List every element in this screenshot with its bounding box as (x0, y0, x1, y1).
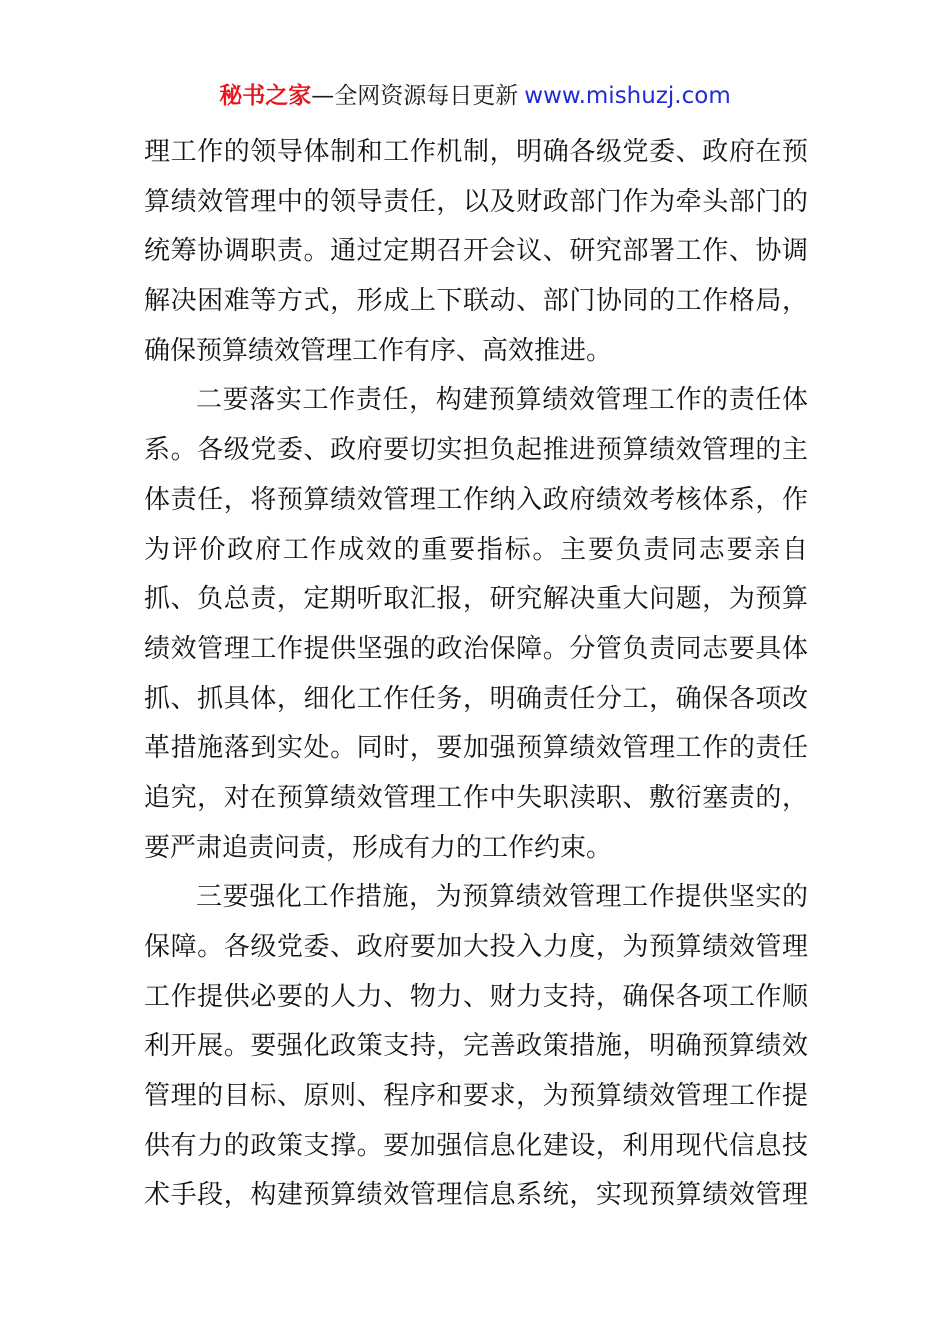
text-line: 管理的目标、原则、程序和要求，为预算绩效管理工作提 (144, 1081, 808, 1112)
text-line: 术手段，构建预算绩效管理信息系统，实现预算绩效管理 (144, 1180, 808, 1211)
text-line: 抓、抓具体，细化工作任务，明确责任分工，确保各项改 (144, 683, 808, 714)
text-line: 系。各级党委、政府要切实担负起推进预算绩效管理的主 (144, 435, 808, 466)
text-line: 革措施落到实处。同时，要加强预算绩效管理工作的责任 (144, 733, 808, 764)
text-line: 工作提供必要的人力、物力、财力支持，确保各项工作顺 (144, 981, 808, 1012)
text-line: 抓、负总责，定期听取汇报，研究解决重大问题，为预算 (144, 584, 808, 615)
text-line: 供有力的政策支撑。要加强信息化建设，利用现代信息技 (144, 1130, 808, 1161)
text-line: 解决困难等方式，形成上下联动、部门协同的工作格局， (144, 286, 808, 317)
text-line: 保障。各级党委、政府要加大投入力度，为预算绩效管理 (144, 932, 808, 962)
brand-name: 秘书之家 (219, 83, 312, 109)
text-line: 要严肃追责问责，形成有力的工作约束。 (144, 832, 613, 863)
text-line: 确保预算绩效管理工作有序、高效推进。 (144, 335, 613, 366)
header-slogan: —全网资源每日更新 (311, 83, 519, 109)
text-line: 体责任，将预算绩效管理工作纳入政府绩效考核体系，作 (144, 484, 808, 515)
text-line: 利开展。要强化政策支持，完善政策措施，明确预算绩效 (144, 1031, 808, 1062)
page-header (0, 80, 950, 112)
text-line: 二要落实工作责任，构建预算绩效管理工作的责任体 (196, 385, 808, 416)
text-line: 为评价政府工作成效的重要指标。主要负责同志要亲自 (144, 534, 808, 565)
text-line: 理工作的领导体制和工作机制，明确各级党委、政府在预 (144, 137, 808, 167)
text-line: 绩效管理工作提供坚强的政治保障。分管负责同志要具体 (144, 633, 808, 664)
text-line: 追究，对在预算绩效管理工作中失职渎职、敷衍塞责的， (144, 782, 808, 813)
text-line: 三要强化工作措施，为预算绩效管理工作提供坚实的 (196, 882, 808, 913)
site-url[interactable]: www.mishuzj.com (524, 83, 731, 109)
text-line: 算绩效管理中的领导责任，以及财政部门作为牵头部门的 (144, 186, 808, 217)
text-line: 统筹协调职责。通过定期召开会议、研究部署工作、协调 (144, 236, 808, 267)
document-body (144, 128, 808, 1221)
